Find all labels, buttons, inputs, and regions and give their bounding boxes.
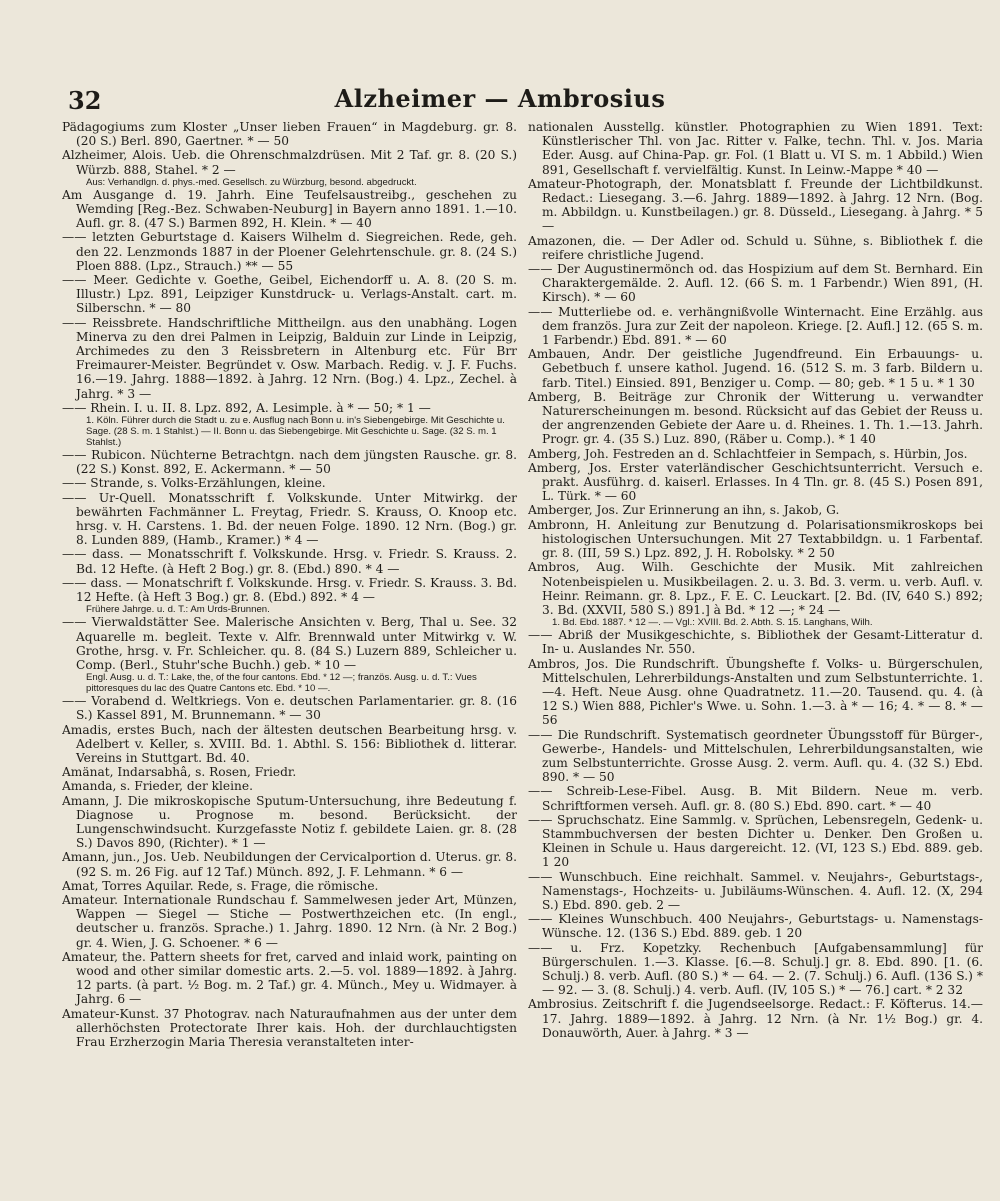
page-title: Alzheimer — Ambrosius xyxy=(334,84,666,113)
bibliography-entry: —— Reissbrete. Handschriftliche Mittheilgn. aus den unabhäng. Logen Minerva zu den drei Palmen in Leipzig, Balduin zur Linde in Leipzig, Archimedes zu den 3 Reissbretern in Altenburg etc. Für Brr Freimaurer-Meister. Begründet v. Osw. Marbach. Redig. v. J. F. Fuchs. 16.—19. Jahrg. 1888—1892. à Jahrg. 12 Nrn. (Bog.) 4. Lpz., Zechel. à Jahrg. * 3 — xyxy=(62,315,517,401)
entry-note: 1. Bd. Ebd. 1887. * 12 —. — Vgl.: XVIII. Bd. 2. Abth. S. 15. Langhans, Wilh. xyxy=(552,617,873,629)
bibliography-entry: —— Ur-Quell. Monatsschrift f. Volkskunde. Unter Mitwirkg. der bewährten Fachmänner L. Freytag, Friedr. S. Krauss, O. Knoop etc. hrsg. v. H. Carstens. 1. Bd. der neuen Folge. 1890. 12 Nrn. (Bog.) gr. 8. Lunden 889, (Hamb., Kramer.) * 4 — xyxy=(62,490,517,548)
bibliography-entry: —— Rubicon. Nüchterne Betrachtgn. nach dem jüngsten Rausche. gr. 8. (22 S.) Konst. 892, E. Ackermann. * — 50 xyxy=(62,448,517,477)
bibliography-entry: —— Der Augustinermönch od. das Hospizium auf dem St. Bernhard. Ein Charaktergemälde. 2. Aufl. 12. (66 S. m. 1 Farbendr.) Wien 891, (H. Kirsch). * — 60 xyxy=(528,262,983,305)
bibliography-entry: Amat, Torres Aquilar. Rede, s. Frage, die römische. xyxy=(62,878,379,893)
bibliography-entry: Amänat, Indarsabhâ, s. Rosen, Friedr. xyxy=(62,765,297,780)
bibliography-entry: Ambros, Aug. Wilh. Geschichte der Musik. Mit zahlreichen Notenbeispielen u. Musikbeilagen. 2. u. 3. Bd. 3. verm. u. verb. Aufl. v. Heinr. Reimann. gr. 8. Lpz., F. E. C. Leuckart. [2. Bd. (IV, 640 S.) 892; 3. Bd. (XXVII, 580 S.) 891.] à Bd. * 12 —; * 24 — xyxy=(528,560,983,617)
bibliography-entry: Pädagogiums zum Kloster „Unser lieben Frauen“ in Magdeburg. gr. 8. (20 S.) Berl. 890, Gaertner. * — 50 xyxy=(62,120,517,149)
bibliography-entry: Ambronn, H. Anleitung zur Benutzung d. Polarisationsmikroskops bei histologischen Untersuchungen. Mit 27 Textabbildgn. u. 1 Farbentaf. gr. 8. (III, 59 S.) Lpz. 892, J. H. Robolsky. * 2 50 xyxy=(528,517,983,561)
entry-note: Engl. Ausg. u. d. T.: Lake, the, of the four cantons. Ebd. * 12 —; französ. Ausg. u. d. T.: Vues pittoresques du lac des Quatre Cantons etc. Ebd. * 10 —. xyxy=(86,672,477,695)
right-column xyxy=(528,120,983,1150)
bibliography-entry: Ambrosius. Zeitschrift f. die Jugendseelsorge. Redact.: F. Köfterus. 14.—17. Jahrg. 1889—1892. à Jahrg. 12 Nrn. (à Nr. 1½ Bog.) gr. 4. Donauwörth, Auer. à Jahrg. * 3 — xyxy=(528,997,983,1040)
bibliography-entry: —— Kleines Wunschbuch. 400 Neujahrs-, Geburtstags- u. Namenstags-Wünsche. 12. (136 S.) Ebd. 889. geb. 1 20 xyxy=(528,912,983,941)
entry-note: 1. Köln. Führer durch die Stadt u. zu e. Ausflug nach Bonn u. in's Siebengebirge. Mit Geschichte u. Sage. (28 S. m. 1 Stahlst.) — II. Bonn u. das Siebengebirge. Mit Geschichte u. Sage. (32 S. m. 1 Stahlst.) xyxy=(86,415,505,449)
bibliography-entry: —— Vierwaldstätter See. Malerische Ansichten v. Berg, Thal u. See. 32 Aquarelle m. begleit. Texte v. Alfr. Brennwald unter Mitwirkg v. W. Grothe, hrsg. v. Fr. Schleicher. qu. 8. (84 S.) Luzern 889, Schleicher u. Comp. (Berl., Stuhr'sche Buchh.) geb. * 10 — xyxy=(62,615,517,672)
bibliography-entry: Amadis, erstes Buch, nach der ältesten deutschen Bearbeitung hrsg. v. Adelbert v. Keller, s. XVIII. Bd. 1. Abthl. S. 156: Bibliothek d. litterar. Vereins in Stuttgart. Bd. 40. xyxy=(62,722,517,765)
bibliography-entry: nationalen Ausstellg. künstler. Photographien zu Wien 1891. Text: Künstlerischer Thl. von Jac. Ritter v. Falke, techn. Thl. v. Jos. Maria Eder. Ausg. auf China-Pap. gr. Fol. (1 Blatt u. VI S. m. 1 Abbild.) Wien 891, Gesellschaft f. vervielfältig. Kunst. In Leinw.-Mappe * 40 — xyxy=(528,120,983,177)
entry-note: Frühere Jahrge. u. d. T.: Am Urds-Brunnen. xyxy=(86,604,270,616)
bibliography-entry: —— dass. — Monatsschrift f. Volkskunde. Hrsg. v. Friedr. S. Krauss. 2. Bd. 12 Hefte. (à Heft 2 Bog.) gr. 8. (Ebd.) 890. * 4 — xyxy=(62,547,517,576)
bibliography-entry: —— Vorabend d. Weltkriegs. Von e. deutschen Parlamentarier. gr. 8. (16 S.) Kassel 891, M. Brunnemann. * — 30 xyxy=(62,694,517,723)
bibliography-entry: Ambros, Jos. Die Rundschrift. Übungshefte f. Volks- u. Bürgerschulen, Mittelschulen, Lehrerbildungs-Anstalten und zum Selbstunterrichte. 1.—4. Heft. Neue Ausg. ohne Quadratnetz. 11.—20. Tausend. qu. 4. (à 12 S.) Wien 888, Pichler's Wwe. u. Sohn. 1.—3. à * — 16; 4. * — 8. * — 56 xyxy=(528,656,983,728)
bibliography-entry: Am Ausgange d. 19. Jahrh. Eine Teufelsaustreibg., geschehen zu Wemding [Reg.-Bez. Schwaben-Neuburg] in Bayern anno 1891. 1.—10. Aufl. gr. 8. (47 S.) Barmen 892, H. Klein. * — 40 xyxy=(62,187,517,231)
bibliography-entry: Amateur, the. Pattern sheets for fret, carved and inlaid work, painting on wood and other similar domestic arts. 2.—5. vol. 1889—1892. à Jahrg. 12 parts. (à part. ½ Bog. m. 2 Taf.) gr. 4. Münch., Mey u. Widmayer. à Jahrg. 6 — xyxy=(62,949,517,1007)
left-column xyxy=(62,120,517,1150)
bibliography-entry: —— letzten Geburtstage d. Kaisers Wilhelm d. Siegreichen. Rede, geh. den 22. Lenzmonds 1887 in der Ploener Gelehrtenschule. gr. 8. (24 S.) Ploen 888. (Lpz., Strauch.) ** — 55 xyxy=(62,230,517,273)
bibliography-entry: —— Abriß der Musikgeschichte, s. Bibliothek der Gesamt-Litteratur d. In- u. Auslandes Nr. 550. xyxy=(528,628,983,657)
page-header xyxy=(60,78,940,115)
bibliography-entry: Amanda, s. Frieder, der kleine. xyxy=(62,779,253,794)
bibliography-entry: Amann, J. Die mikroskopische Sputum-Untersuchung, ihre Bedeutung f. Diagnose u. Prognose m. besond. Berücksicht. der Lungenschwindsucht. Kurzgefasste Notiz f. gebildete Laien. gr. 8. (28 S.) Davos 890, (Richter). * 1 — xyxy=(62,793,517,851)
bibliography-entry: —— Mutterliebe od. e. verhängnißvolle Winternacht. Eine Erzählg. aus dem französ. Jura zur Zeit der napoleon. Kriege. [2. Aufl.] 12. (65 S. m. 1 Farbendr.) Ebd. 891. * — 60 xyxy=(528,304,983,348)
bibliography-entry: Amann, jun., Jos. Ueb. Neubildungen der Cervicalportion d. Uterus. gr. 8. (92 S. m. 26 Fig. auf 12 Taf.) Münch. 892, J. F. Lehmann. * 6 — xyxy=(62,850,517,879)
bibliography-entry: —— Meer. Gedichte v. Goethe, Geibel, Eichendorff u. A. 8. (20 S. m. Illustr.) Lpz. 891, Leipziger Kunstdruck- u. Verlags-Anstalt. cart. m. Silberschn. * — 80 xyxy=(62,273,517,316)
bibliography-entry: —— Schreib-Lese-Fibel. Ausg. B. Mit Bildern. Neue m. verb. Schriftformen verseh. Aufl. gr. 8. (80 S.) Ebd. 890. cart. * — 40 xyxy=(528,784,983,813)
bibliography-entry: —— u. Frz. Kopetzky. Rechenbuch [Aufgabensammlung] für Bürgerschulen. 1.—3. Klasse. [6.—8. Schulj.] gr. 8. Ebd. 890. [1. (6. Schulj.) 8. verb. Aufl. (80 S.) * — 64. — 2. (7. Schulj.) 6. Aufl. (136 S.) * — 92. — 3. (8. Schulj.) 4. verb. Aufl. (IV, 105 S.) * — 76.] cart. * 2 32 xyxy=(528,940,983,998)
bibliography-entry: —— Wunschbuch. Eine reichhalt. Sammel. v. Neujahrs-, Geburtstags-, Namenstags-, Hochzeits- u. Jubiläums-Wünschen. 4. Aufl. 12. (X, 294 S.) Ebd. 890. geb. 2 — xyxy=(528,869,983,912)
entry-note: Aus: Verhandlgn. d. phys.-med. Gesellsch. zu Würzburg, besond. abgedruckt. xyxy=(86,176,417,188)
page-number: 32 xyxy=(68,86,102,115)
bibliography-entry: Alzheimer, Alois. Ueb. die Ohrenschmalzdrüsen. Mit 2 Taf. gr. 8. (20 S.) Würzb. 888, Stahel. * 2 — xyxy=(62,148,517,177)
bibliography-entry: Ambauen, Andr. Der geistliche Jugendfreund. Ein Erbauungs- u. Gebetbuch f. unsere kathol. Jugend. 16. (512 S. m. 3 farb. Bildern u. farb. Titel.) Einsied. 891, Benziger u. Comp. — 80; geb. * 1 5 u. * 1 30 xyxy=(528,347,983,390)
bibliography-entry: Amazonen, die. — Der Adler od. Schuld u. Sühne, s. Bibliothek f. die reifere christliche Jugend. xyxy=(528,233,983,262)
bibliography-entry: Amateur-Kunst. 37 Photograv. nach Naturaufnahmen aus der unter dem allerhöchsten Protectorate Ihrer kais. Hoh. der durchlauchtigsten Frau Erzherzogin Maria Theresia veranstalteten inter- xyxy=(62,1006,517,1049)
bibliography-entry: Amateur. Internationale Rundschau f. Sammelwesen jeder Art, Münzen, Wappen — Siegel — Stiche — Postwerthzeichen etc. (In engl., deutscher u. französ. Sprache.) 1. Jahrg. 1890. 12 Nrn. (à Nr. 2 Bog.) gr. 4. Wien, J. G. Schoener. * 6 — xyxy=(62,892,517,950)
bibliography-entry: —— Rhein. I. u. II. 8. Lpz. 892, A. Lesimple. à * — 50; * 1 — xyxy=(62,400,431,415)
bibliography-entry: —— Spruchschatz. Eine Sammlg. v. Sprüchen, Lebensregeln, Gedenk- u. Stammbuchversen der besten Dichter u. Denker. Den Großen u. Kleinen in Schule u. Haus dargereicht. 12. (VI, 123 S.) Ebd. 889. geb. 1 20 xyxy=(528,812,983,870)
bibliography-entry: Amberger, Jos. Zur Erinnerung an ihn, s. Jakob, G. xyxy=(528,503,840,518)
bibliography-entry: —— Die Rundschrift. Systematisch geordneter Übungsstoff für Bürger-, Gewerbe-, Handels- und Mittelschulen, Lehrerbildungsanstalten, wie zum Selbstunterrichte. Grosse Ausg. 2. verm. Aufl. qu. 4. (32 S.) Ebd. 890. * — 50 xyxy=(528,727,983,785)
bibliography-entry: —— Strande, s. Volks-Erzählungen, kleine. xyxy=(62,476,326,491)
bibliography-entry: Amateur-Photograph, der. Monatsblatt f. Freunde der Lichtbildkunst. Redact.: Liesegang. 3.—6. Jahrg. 1889—1892. à Jahrg. 12 Nrn. (Bog. m. Abbildgn. u. Kunstbeilagen.) gr. 8. Düsseld., Liesegang. à Jahrg. * 5 — xyxy=(528,176,983,234)
bibliography-entry: —— dass. — Monatschrift f. Volkskunde. Hrsg. v. Friedr. S. Krauss. 3. Bd. 12 Hefte. (à Heft 3 Bog.) gr. 8. (Ebd.) 892. * 4 — xyxy=(62,575,517,605)
bibliography-entry: Amberg, Jos. Erster vaterländischer Geschichtsunterricht. Versuch e. prakt. Ausführg. d. kaiserl. Erlasses. In 4 Tln. gr. 8. (45 S.) Posen 891, L. Türk. * — 60 xyxy=(528,460,983,504)
bibliography-entry: Amberg, B. Beiträge zur Chronik der Witterung u. verwandter Naturerscheinungen m. besond. Rücksicht auf das Gebiet der Reuss u. der angrenzenden Gebiete der Aare u. d. Rheines. 1. Th. 1.—13. Jahrh. Progr. gr. 4. (35 S.) Luz. 890, (Räber u. Comp.). * 1 40 xyxy=(528,389,983,447)
bibliography-entry: Amberg, Joh. Festreden an d. Schlachtfeier in Sempach, s. Hürbin, Jos. xyxy=(528,446,968,461)
